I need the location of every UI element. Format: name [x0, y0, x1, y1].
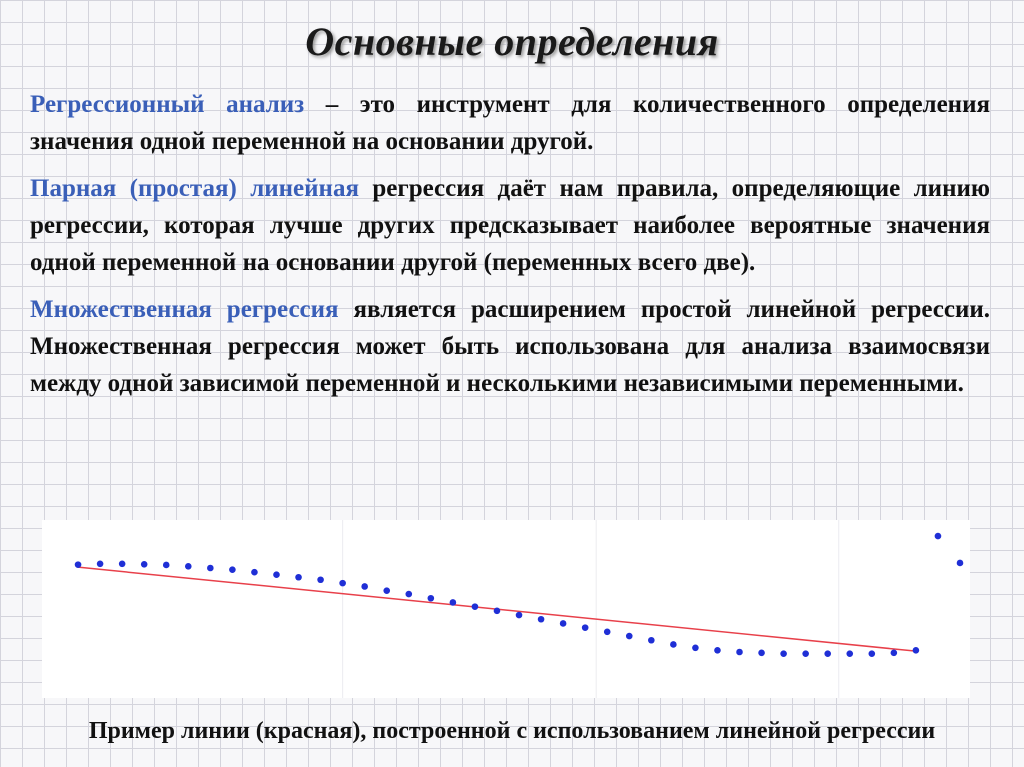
- data-point: [582, 624, 589, 631]
- data-point: [295, 574, 302, 581]
- data-point: [692, 645, 699, 652]
- data-point: [780, 650, 787, 657]
- definition-regression-analysis: [30, 86, 990, 160]
- regression-chart: [42, 520, 970, 698]
- data-point: [97, 561, 104, 568]
- data-point: [935, 533, 942, 540]
- data-point: [516, 612, 523, 619]
- regression-chart-panel: [42, 520, 970, 698]
- term-multiple-regression: Множественная регрессия: [30, 296, 339, 323]
- data-point: [494, 608, 501, 615]
- term-regression-analysis: Регрессионный анализ: [30, 91, 305, 118]
- data-point: [339, 580, 346, 587]
- data-point: [670, 641, 677, 648]
- data-point: [229, 566, 236, 573]
- data-point: [450, 599, 457, 606]
- definitions-text: [30, 86, 990, 412]
- data-point: [185, 563, 192, 570]
- data-point: [428, 595, 435, 602]
- data-point: [141, 561, 148, 568]
- data-point: [604, 629, 611, 636]
- data-point: [273, 571, 280, 578]
- data-point: [846, 650, 853, 657]
- definition-text: является расширением простой линейной регрессии. Множественная регрессия может быть использована для анализа взаимосвязи между одной зависимой переменной и несколькими независимыми переменными.: [30, 296, 990, 397]
- data-point: [75, 561, 82, 568]
- data-point: [758, 650, 765, 657]
- data-point: [869, 650, 876, 657]
- data-point: [361, 583, 368, 590]
- data-point: [472, 603, 479, 610]
- data-point: [736, 649, 743, 656]
- data-point: [538, 616, 545, 623]
- data-point: [560, 620, 567, 627]
- data-point: [405, 591, 412, 598]
- data-point: [714, 647, 721, 654]
- data-point: [824, 650, 831, 657]
- data-point: [163, 562, 170, 569]
- data-point: [251, 569, 258, 576]
- data-point: [802, 650, 809, 657]
- definition-text: регрессия даёт нам правила, определяющие линию регрессии, которая лучше других предсказывает наиболее вероятные значения одной переменной на основании другой (переменных всего две).: [30, 175, 990, 276]
- data-point: [626, 633, 633, 640]
- definition-simple-linear-regression: [30, 170, 990, 281]
- data-point: [317, 576, 324, 583]
- definition-text: – это инструмент для количественного определения значения одной переменной на основании другой.: [30, 91, 990, 155]
- data-point: [207, 565, 214, 572]
- term-simple-linear-regression: Парная (простая) линейная: [30, 175, 359, 202]
- data-point: [913, 647, 920, 654]
- data-point: [383, 587, 390, 594]
- data-point: [957, 560, 964, 567]
- data-point: [648, 637, 655, 644]
- slide-title: Основные определения: [305, 19, 719, 64]
- definition-multiple-regression: [30, 291, 990, 402]
- chart-caption: Пример линии (красная), построенной с использованием линейной регрессии: [88, 718, 936, 744]
- data-point: [891, 650, 898, 657]
- data-point: [119, 561, 126, 568]
